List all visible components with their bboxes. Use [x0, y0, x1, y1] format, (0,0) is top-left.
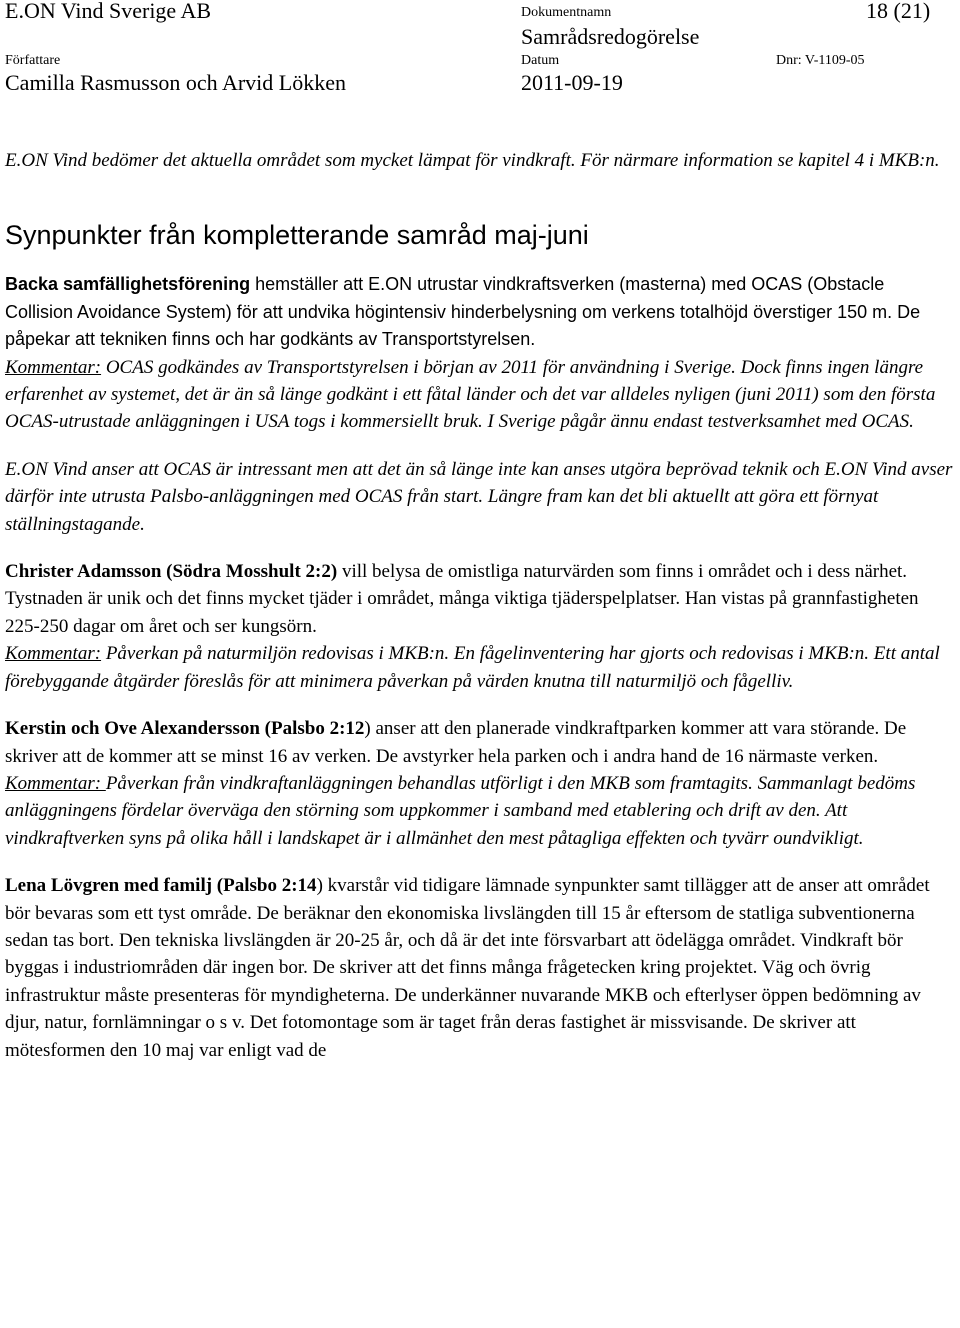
diary-number: Dnr: V-1109-05: [776, 53, 865, 68]
kerstin-text: anser att den planerade vindkraftparken kommer att vara störande. De skriver att de kommer att se minst 16 av verken. De avstyrker hela parken och i andra hand de 16 närmaste verken.: [5, 718, 907, 767]
author: Camilla Rasmusson och Arvid Lökken: [5, 70, 346, 95]
christer-name: Christer Adamsson (Södra Mosshult 2:2): [5, 561, 338, 583]
backa-comment: [5, 354, 955, 436]
intro-paragraph: E.ON Vind bedömer det aktuella området som mycket lämpat för vindkraft. För närmare information se kapitel 4 i MKB:n.: [5, 150, 940, 171]
christer-comment: [5, 640, 955, 695]
author-label: Författare: [5, 53, 61, 68]
company-name: E.ON Vind Sverige AB: [5, 0, 212, 23]
document-body: [5, 147, 955, 1064]
backa-comment-label: Kommentar:: [5, 356, 102, 378]
christer-comment-text: Påverkan på naturmiljön redovisas i MKB:n. En fågelinventering har gjorts och redovisas i MKB:n. Ett antal förebyggande åtgärder föreslås för att minimera påverkan på värden knutna till naturmiljö och fågelliv.: [5, 643, 940, 692]
lena-name-end: ): [316, 875, 323, 897]
doc-name-label: Dokumentnamn: [521, 5, 612, 20]
lena-statement: [5, 872, 955, 1064]
backa-name: Backa samfällighetsförening: [5, 274, 251, 295]
doc-name: Samrådsredogörelse: [521, 24, 700, 49]
christer-comment-label: Kommentar:: [5, 643, 102, 665]
kerstin-comment: [5, 770, 955, 852]
christer-statement: [5, 558, 955, 640]
date: 2011-09-19: [521, 70, 623, 95]
date-label: Datum: [521, 53, 560, 68]
christer-text: vill belysa de omistliga naturvärden som finns i området och i dess närhet. Tystnaden är unik och det finns mycket tjäder i området, många viktiga tjäderspelplatser. Han vistas på grannfastigheten 225-250 dagar om året och ser kungsörn.: [5, 561, 919, 637]
document-header: [0, 0, 960, 100]
lena-name: Lena Lövgren med familj (Palsbo 2:14: [5, 875, 317, 897]
kerstin-comment-text: Påverkan från vindkraftanläggningen behandlas utförligt i den MKB som framtagits. Sammanlagt bedöms anläggningens fördelar överväga den störning som uppkommer i samband med etablering och drift av den. Att vindkraftverken syns på olika håll i landskapet är i allmänhet den mest påtagliga effekten och tyvärr oundvikligt.: [5, 772, 916, 849]
section-heading: Synpunkter från kompletterande samråd maj-juni: [5, 220, 589, 251]
backa-comment-2: E.ON Vind anser att OCAS är intressant men att det än så länge inte kan anses utgöra beprövad teknik och E.ON Vind avser därför inte utrusta Palsbo-anläggningen med OCAS från start. Längre fram kan det bli aktuellt att göra ett förnyat ställningstagande.: [5, 458, 953, 535]
backa-text: hemställer att E.ON utrustar vindkraftsverken (masterna) med OCAS (Obstacle Collision Avoidance System) för att undvika högintensiv hinderbelysning om verkens totalhöjd överstiger 150 m. De påpekar att tekniken finns och har godkänts av Transportstyrelsen.: [5, 274, 921, 350]
backa-statement: [5, 271, 955, 353]
lena-text: kvarstår vid tidigare lämnade synpunkter samt tillägger att de anser att området bör bevaras som ett tyst område. De beräknar den ekonomiska livslängden till 15 år eftersom de statliga subventionerna sedan tas bort. Den tekniska livslängden är 20-25 år, och då är det inte försvarbart att ödelägga området. Vindkraft bör byggas i industriområden där ingen bor. De skriver att det finns många frågetecken kring projektet. Väg och övrig infrastruktur måste presenteras för myndigheterna. De underkänner nuvarande MKB och efterlyser öppen bedömning av djur, natur, fornlämningar o s v. Det fotomontage som är taget från deras fastighet är missvisande. De skriver att mötesformen den 10 maj var enligt vad de: [5, 875, 930, 1061]
kerstin-name: Kerstin och Ove Alexandersson (Palsbo 2:12: [5, 718, 365, 740]
kerstin-comment-label: Kommentar:: [5, 772, 106, 794]
backa-comment-text: OCAS godkändes av Transportstyrelsen i början av 2011 för användning i Sverige. Dock finns ingen längre erfarenhet av systemet, det är än så länge godkänt i ett fåtal länder och det var alldeles nyligen (juni 2011) som den första OCAS-utrustade anläggningen i USA togs i kommersiellt bruk. I Sverige pågår ännu endast testverksamhet med OCAS.: [5, 356, 936, 433]
kerstin-name-end: ): [364, 718, 371, 740]
page-number: 18 (21): [866, 0, 931, 23]
kerstin-statement: [5, 715, 955, 770]
